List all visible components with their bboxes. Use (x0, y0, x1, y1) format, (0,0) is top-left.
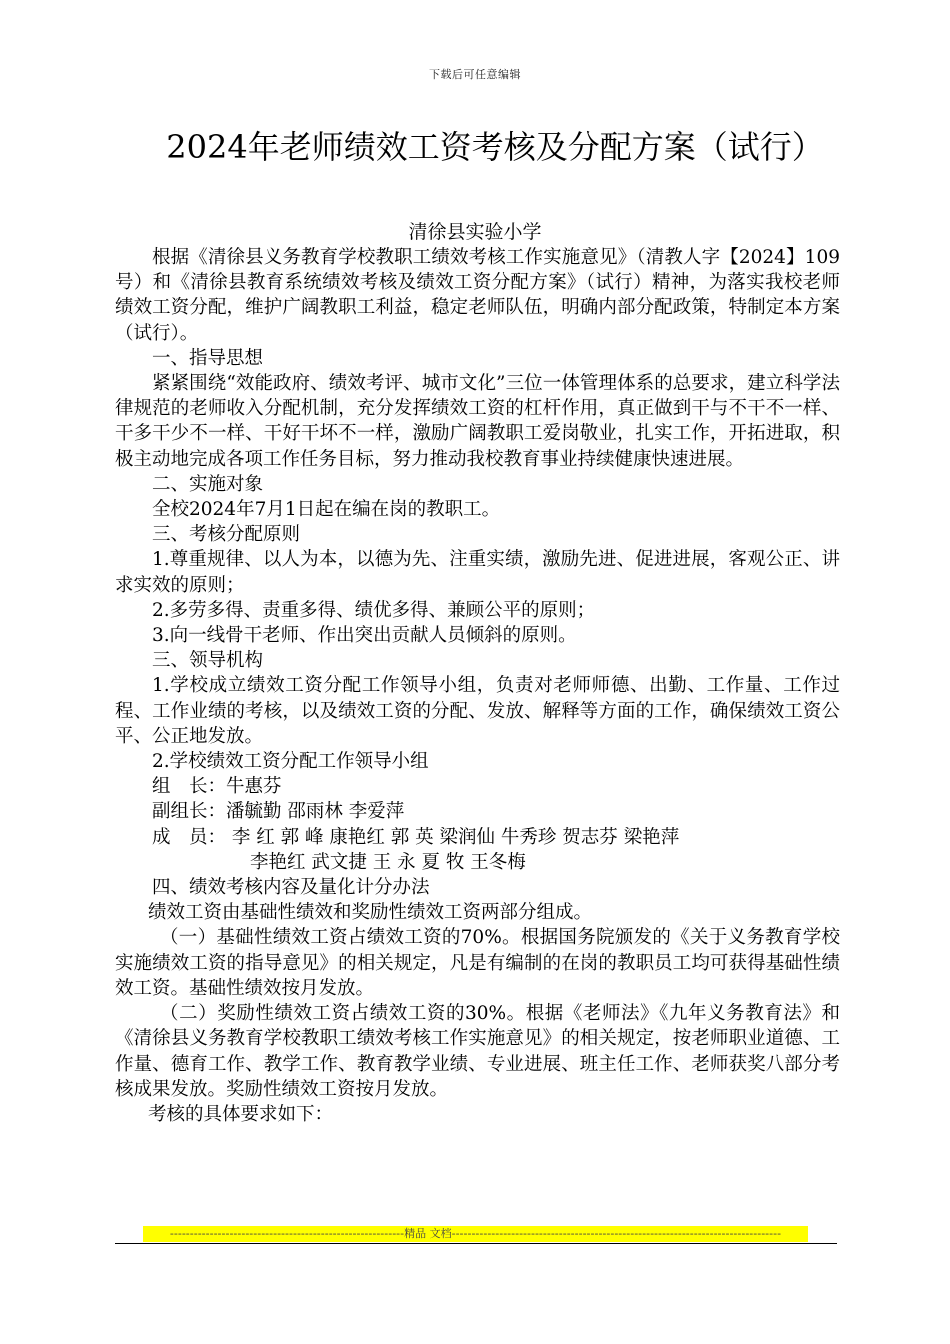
paragraph-basic-performance: （一）基础性绩效工资占绩效工资的70%。根据国务院颁发的《关于义务教育学校实施绩效工资的指导意见》的相关规定，凡是有编制的在岗的教职员工均可获得基础性绩效工资。基础性绩效按月发放。 (115, 927, 840, 999)
section-heading-guiding-thought: 一、指导思想 (152, 347, 264, 369)
leadership-item: 1.学校成立绩效工资分配工作领导小组，负责对老师师德、出勤、工作量、工作过程、工作业绩的考核，以及绩效工资的分配、发放、解释等方面的工作，确保绩效工资公平、公正地发放。 (115, 675, 840, 747)
paragraph-intro: 根据《清徐县义务教育学校教职工绩效考核工作实施意见》（清教人字【2024】109号）和《清徐县教育系统绩效考核及绩效工资分配方案》（试行）精神，为落实我校老师绩效工资分配，维护广阔教职工利益，稳定老师队伍，明确内部分配政策，特制定本方案（试行）。 (115, 247, 840, 344)
section-heading-leadership: 三、领导机构 (152, 650, 264, 672)
section-heading-assessment: 四、绩效考核内容及量化计分办法 (152, 877, 430, 899)
school-name: 清徐县实验小学 (408, 221, 542, 243)
section-heading-target: 二、实施对象 (152, 473, 264, 495)
section-heading-principles: 三、考核分配原则 (152, 524, 301, 546)
principle-item: 1.尊重规律、以人为本，以德为先、注重实绩，激励先进、促进进展，客观公正、讲求实效的原则； (115, 549, 840, 596)
footer-banner: -----------------------------------------------------------精品 文档----------------------------------------------------------------------------------- (143, 1226, 808, 1242)
paragraph-requirements-intro: 考核的具体要求如下： (148, 1103, 334, 1125)
footer-divider (115, 1243, 837, 1244)
paragraph-guiding-thought: 紧紧围绕“效能政府、绩效考评、城市文化”三位一体管理体系的总要求，建立科学法律规范的老师收入分配机制，充分发挥绩效工资的杠杆作用，真正做到干与不干不一样、干多干少不一样、干好干坏不一样，激励广阔教职工爱岗敬业，扎实工作，开拓进取，积极主动地完成各项工作任务目标，努力推动我校教育事业持续健康快速进展。 (115, 373, 840, 470)
document-title: 2024年老师绩效工资考核及分配方案（试行） (166, 128, 824, 166)
document-body (115, 245, 840, 1127)
paragraph-target: 全校2024年7月1日起在编在岗的教职工。 (152, 499, 501, 521)
principle-item: 2.多劳多得、责重多得、绩优多得、兼顾公平的原则； (152, 599, 596, 621)
group-members-continued: 李艳红 武文捷 王 永 夏 牧 王冬梅 (250, 851, 526, 873)
principle-item: 3.向一线骨干老师、作出突出贡献人员倾斜的原则。 (152, 625, 577, 647)
group-members: 成 员： 李 红 郭 峰 康艳红 郭 英 梁润仙 牛秀珍 贺志芬 梁艳萍 (152, 826, 680, 848)
leadership-item: 2.学校绩效工资分配工作领导小组 (152, 751, 429, 773)
header-note: 下载后可任意编辑 (429, 68, 521, 81)
paragraph-composition: 绩效工资由基础性绩效和奖励性绩效工资两部分组成。 (148, 902, 593, 924)
group-deputy-leaders: 副组长：潘毓勤 邵雨林 李爱萍 (152, 801, 405, 823)
group-leader: 组 长：牛惠芬 (152, 776, 282, 798)
paragraph-incentive-performance: （二）奖励性绩效工资占绩效工资的30%。根据《老师法》《九年义务教育法》和《清徐县义务教育学校教职工绩效考核工作实施意见》的相关规定，按老师职业道德、工作量、德育工作、教学工作、教育教学业绩、专业进展、班主任工作、老师获奖八部分考核成果发放。奖励性绩效工资按月发放。 (115, 1003, 840, 1100)
